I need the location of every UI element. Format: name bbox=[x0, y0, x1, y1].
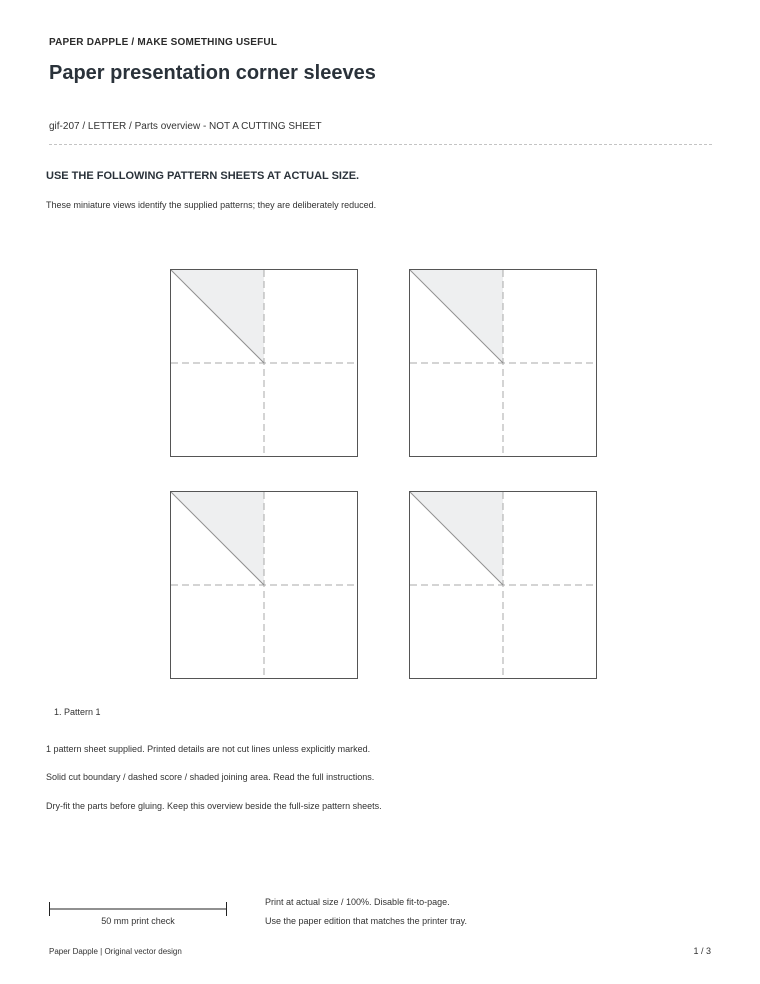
brand-breadcrumb: PAPER DAPPLE / MAKE SOMETHING USEFUL bbox=[49, 37, 278, 48]
scale-bar-label: 50 mm print check bbox=[101, 916, 175, 926]
pattern-drawing bbox=[409, 269, 597, 457]
section-heading: USE THE FOLLOWING PATTERN SHEETS AT ACTUAL SIZE. bbox=[46, 170, 360, 182]
note-dry-fit: Dry-fit the parts before gluing. Keep this overview beside the full-size pattern sheets. bbox=[46, 801, 382, 811]
pattern-drawing bbox=[409, 491, 597, 679]
intro-text: These miniature views identify the supplied patterns; they are deliberately reduced. bbox=[46, 200, 377, 210]
page-title: Paper presentation corner sleeves bbox=[49, 62, 376, 84]
pattern-thumbnail bbox=[409, 269, 597, 457]
pattern-drawing bbox=[170, 269, 358, 457]
page-number: 1 / 3 bbox=[693, 946, 711, 956]
pattern-thumbnail bbox=[170, 491, 358, 679]
pattern-drawing bbox=[170, 491, 358, 679]
pattern-thumbnail bbox=[409, 491, 597, 679]
document-meta: gif-207 / LETTER / Parts overview - NOT A CUTTING SHEET bbox=[49, 121, 322, 132]
print-instruction: Print at actual size / 100%. Disable fit-to-page. bbox=[265, 897, 450, 907]
header-divider bbox=[49, 144, 712, 145]
paper-instruction: Use the paper edition that matches the printer tray. bbox=[265, 916, 467, 926]
pattern-caption: 1. Pattern 1 bbox=[54, 707, 101, 717]
note-sheets-supplied: 1 pattern sheet supplied. Printed details are not cut lines unless explicitly marked. bbox=[46, 744, 371, 754]
pattern-thumbnail bbox=[170, 269, 358, 457]
footer-credit: Paper Dapple | Original vector design bbox=[49, 947, 182, 956]
note-line-legend: Solid cut boundary / dashed score / shaded joining area. Read the full instructions. bbox=[46, 772, 375, 782]
scale-bar bbox=[49, 901, 227, 917]
